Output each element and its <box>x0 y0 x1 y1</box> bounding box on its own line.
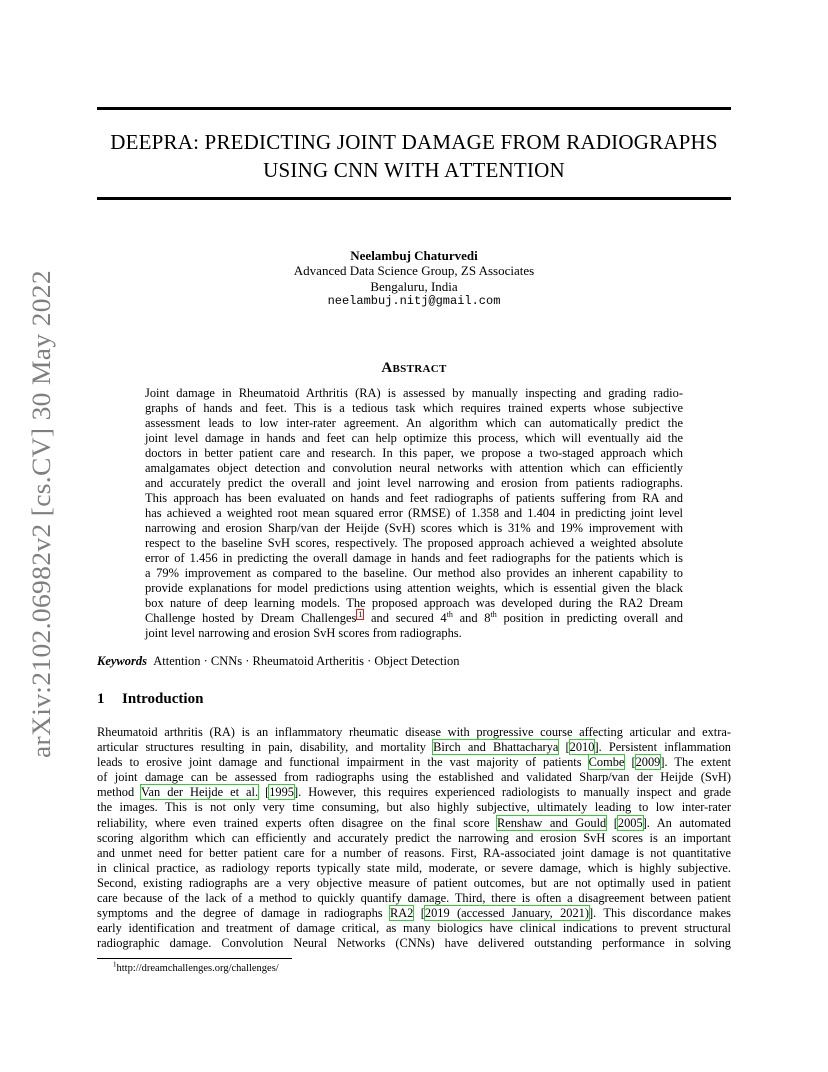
author-affiliation: Advanced Data Science Group, ZS Associates <box>293 263 535 279</box>
intro-line: radiographic damage. Convolution Neural Networks (CNNs) have delivered outstanding performance in solving <box>97 936 731 951</box>
title-run: EEP <box>125 130 164 154</box>
author-name: Neelambuj Chaturvedi <box>350 248 478 263</box>
title-line-1 <box>97 128 731 156</box>
title-run: WITH <box>384 158 440 182</box>
title-run: ADIOGRAPHS <box>580 130 718 154</box>
author-block <box>97 248 731 309</box>
keywords-line <box>97 654 731 669</box>
section-number: 1 <box>97 691 105 707</box>
title-run: A <box>439 158 460 182</box>
author-location: Bengaluru, India <box>370 278 458 294</box>
abstract-line: amalgamates object detection and convolution neural networks with attention which can efficiently <box>145 461 683 475</box>
abstract-line: and accurately predict the overall and joint level narrowing and erosion from patients radiographs. <box>145 476 683 490</box>
abstract-text: and 8 <box>452 611 491 625</box>
title-run: J <box>331 130 346 154</box>
introduction-body <box>97 725 731 951</box>
abstract-line: narrowing and erosion Sharp/van der Heijde (SvH) scores which is 31% and 19% improvement with <box>145 521 683 535</box>
citation-year-link[interactable]: 1995 <box>269 785 294 800</box>
intro-text: ]. An automated <box>642 815 731 830</box>
intro-text: [ <box>258 785 270 800</box>
intro-text: ]. The extent <box>660 755 732 770</box>
citation-year-link[interactable]: 2010 <box>569 740 595 755</box>
citation-link[interactable]: Van der Heijde et al. <box>140 785 259 800</box>
intro-line <box>97 740 731 755</box>
title-run: D <box>110 130 126 154</box>
footnote <box>113 960 279 974</box>
intro-line: scoring algorithm which can efficiently and accurately predict the narrowing and erosion SvH scores is an important <box>97 830 731 845</box>
intro-line <box>97 785 731 800</box>
intro-line <box>97 906 731 921</box>
abstract-heading: Abstract <box>381 360 447 376</box>
intro-text: articular structures resulting in pain, disability, and mortality <box>97 740 434 755</box>
intro-line <box>97 816 731 831</box>
footnote-mark: 1 <box>113 960 117 969</box>
abstract-line: graphs of hands and feet. This is a tedious task which requires trained experts whose subjective <box>145 401 683 415</box>
citation-link[interactable]: Birch and Bhattacharya <box>433 740 559 755</box>
title-run: OINT <box>345 130 397 154</box>
abstract-line-17: joint level narrowing and erosion SvH scores from radiographs. <box>145 626 462 640</box>
intro-line: Second, existing radiographs are a very objective measure of patient outcomes, but are not optimally used in patient <box>97 875 731 890</box>
paper-title <box>97 128 731 184</box>
citation-year-link[interactable]: 2019 (accessed January, 2021) <box>424 906 589 921</box>
footnote-reference-link[interactable]: 1 <box>358 609 363 619</box>
intro-line: and unmet need for better patient care for a number of reasons. First, RA-associated joint damage is not quantitative <box>97 845 731 860</box>
abstract-text: Challenge hosted by Dream Challenges <box>145 611 357 625</box>
section-title: Introduction <box>122 691 204 707</box>
abstract-text: and secured 4 <box>364 611 447 625</box>
keywords-label: Keywords <box>97 654 147 668</box>
abstract-text: position in predicting overall and <box>496 611 683 625</box>
superscript: th <box>446 609 453 619</box>
citation-year-link[interactable]: 2005 <box>617 815 643 830</box>
arxiv-identifier-stamp <box>20 270 62 760</box>
abstract-line: joint level damage in hands and feet can help optimize this process, which will eventually aid the <box>145 431 683 445</box>
footnote-rule <box>97 958 292 959</box>
keywords-text: Attention · CNNs · Rheumatoid Artheritis · Object Detection <box>153 654 460 668</box>
intro-line: Rheumatoid arthritis (RA) is an inflammatory rheumatic disease with progressive course affecting articular and extra- <box>97 725 731 739</box>
intro-line: of joint damage can be assessed from radiographs using the established and validated Sharp/van der Heijde (SvH) <box>97 770 731 785</box>
intro-text: [ <box>606 815 618 830</box>
title-run: D <box>396 130 417 154</box>
title-run: R <box>560 130 581 154</box>
superscript: th <box>490 609 497 619</box>
title-run: RA: P <box>163 130 217 154</box>
footnote-url-link[interactable]: http://dreamchallenges.org/challenges/ <box>116 963 279 974</box>
title-run: SING <box>278 158 329 182</box>
intro-text: [ <box>558 740 570 755</box>
title-line-2 <box>97 156 731 184</box>
intro-line: early identification and treatment of damage critical, as many biologics have clinical indications to prevent structural <box>97 921 731 936</box>
citation-link[interactable]: RA2 <box>389 906 414 921</box>
abstract-line: respect to the baseline SvH scores, respectively. The proposed approach achieved a weighted absolute <box>145 536 683 550</box>
abstract-body <box>145 386 683 641</box>
citation-link[interactable]: Combe <box>588 755 625 770</box>
intro-text: method <box>97 785 141 800</box>
title-run: U <box>263 158 279 182</box>
author-email[interactable]: neelambuj.nitj@gmail.com <box>327 293 501 308</box>
abstract-line-16 <box>145 611 683 626</box>
arxiv-id-text: arXiv:2102.06982v2 [cs.CV] 30 May 2022 <box>27 297 56 758</box>
title-run: REDICTING <box>216 130 332 154</box>
intro-line: in clinical practice, as radiology reports typically state mild, moderate, or severe damage, which is highly subjective. <box>97 860 731 875</box>
intro-line: care because of the lack of a method to quickly quantify damage. Third, there is often a disagreement between patient <box>97 891 731 906</box>
intro-text: reliability, where even trained experts often disagree on the final score <box>97 815 497 830</box>
section-heading-introduction <box>97 691 203 708</box>
abstract-line: error of 1.456 in predicting the overall damage in hands and feet radiographs for the patients which is <box>145 551 683 565</box>
title-run: AMAGE FROM <box>417 130 561 154</box>
citation-year-link[interactable]: 2009 <box>635 755 661 770</box>
intro-text: [ <box>624 755 636 770</box>
abstract-line: assessment leads to low inter-rater agreement. An algorithm which can automatically predict the <box>145 416 683 430</box>
abstract-line: has achieved a weighted root mean squared error (RMSE) of 1.358 and 1.404 in predicting joint level <box>145 506 683 520</box>
intro-text: [ <box>413 906 425 921</box>
title-run: CNN <box>328 158 385 182</box>
title-bottom-rule <box>97 197 731 200</box>
abstract-line: box nature of deep learning models. The proposed approach was developed during the RA2 Dream <box>145 596 683 610</box>
citation-link[interactable]: Renshaw and Gould <box>496 815 607 830</box>
intro-text: ]. This discordance makes <box>589 906 731 921</box>
title-run: TTENTION <box>459 158 565 182</box>
abstract-line: a 79% improvement as compared to the baseline. Our method also provides an inherent capability to <box>145 566 683 580</box>
intro-line: the images. This is not only very time consuming, but also highly subjective, ultimately leading to low inter-rater <box>97 800 731 815</box>
arxiv-stamp-svg <box>20 270 62 760</box>
abstract-lines <box>145 386 683 611</box>
intro-text: leads to erosive joint damage and functional impairment in the vast majority of patients <box>97 755 589 770</box>
intro-text: ]. However, this requires experienced radiologists to manually inspect and grade <box>294 785 731 800</box>
title-top-rule <box>97 107 731 110</box>
abstract-line: doctors in better patient care and research. In this paper, we propose a two-staged approach which <box>145 446 683 460</box>
abstract-line: Joint damage in Rheumatoid Arthritis (RA) is assessed by manually inspecting and grading radio- <box>145 386 683 400</box>
abstract-line: This approach has been evaluated on hands and feet radiographs of patients suffering from RA and <box>145 491 683 505</box>
intro-text: symptoms and the degree of damage in radiographs <box>97 906 390 921</box>
intro-text: ]. Persistent inflammation <box>594 740 731 755</box>
abstract-line: provide explanations for model predictions using attention weights, which is essential given the black <box>145 581 683 595</box>
intro-line <box>97 755 731 770</box>
